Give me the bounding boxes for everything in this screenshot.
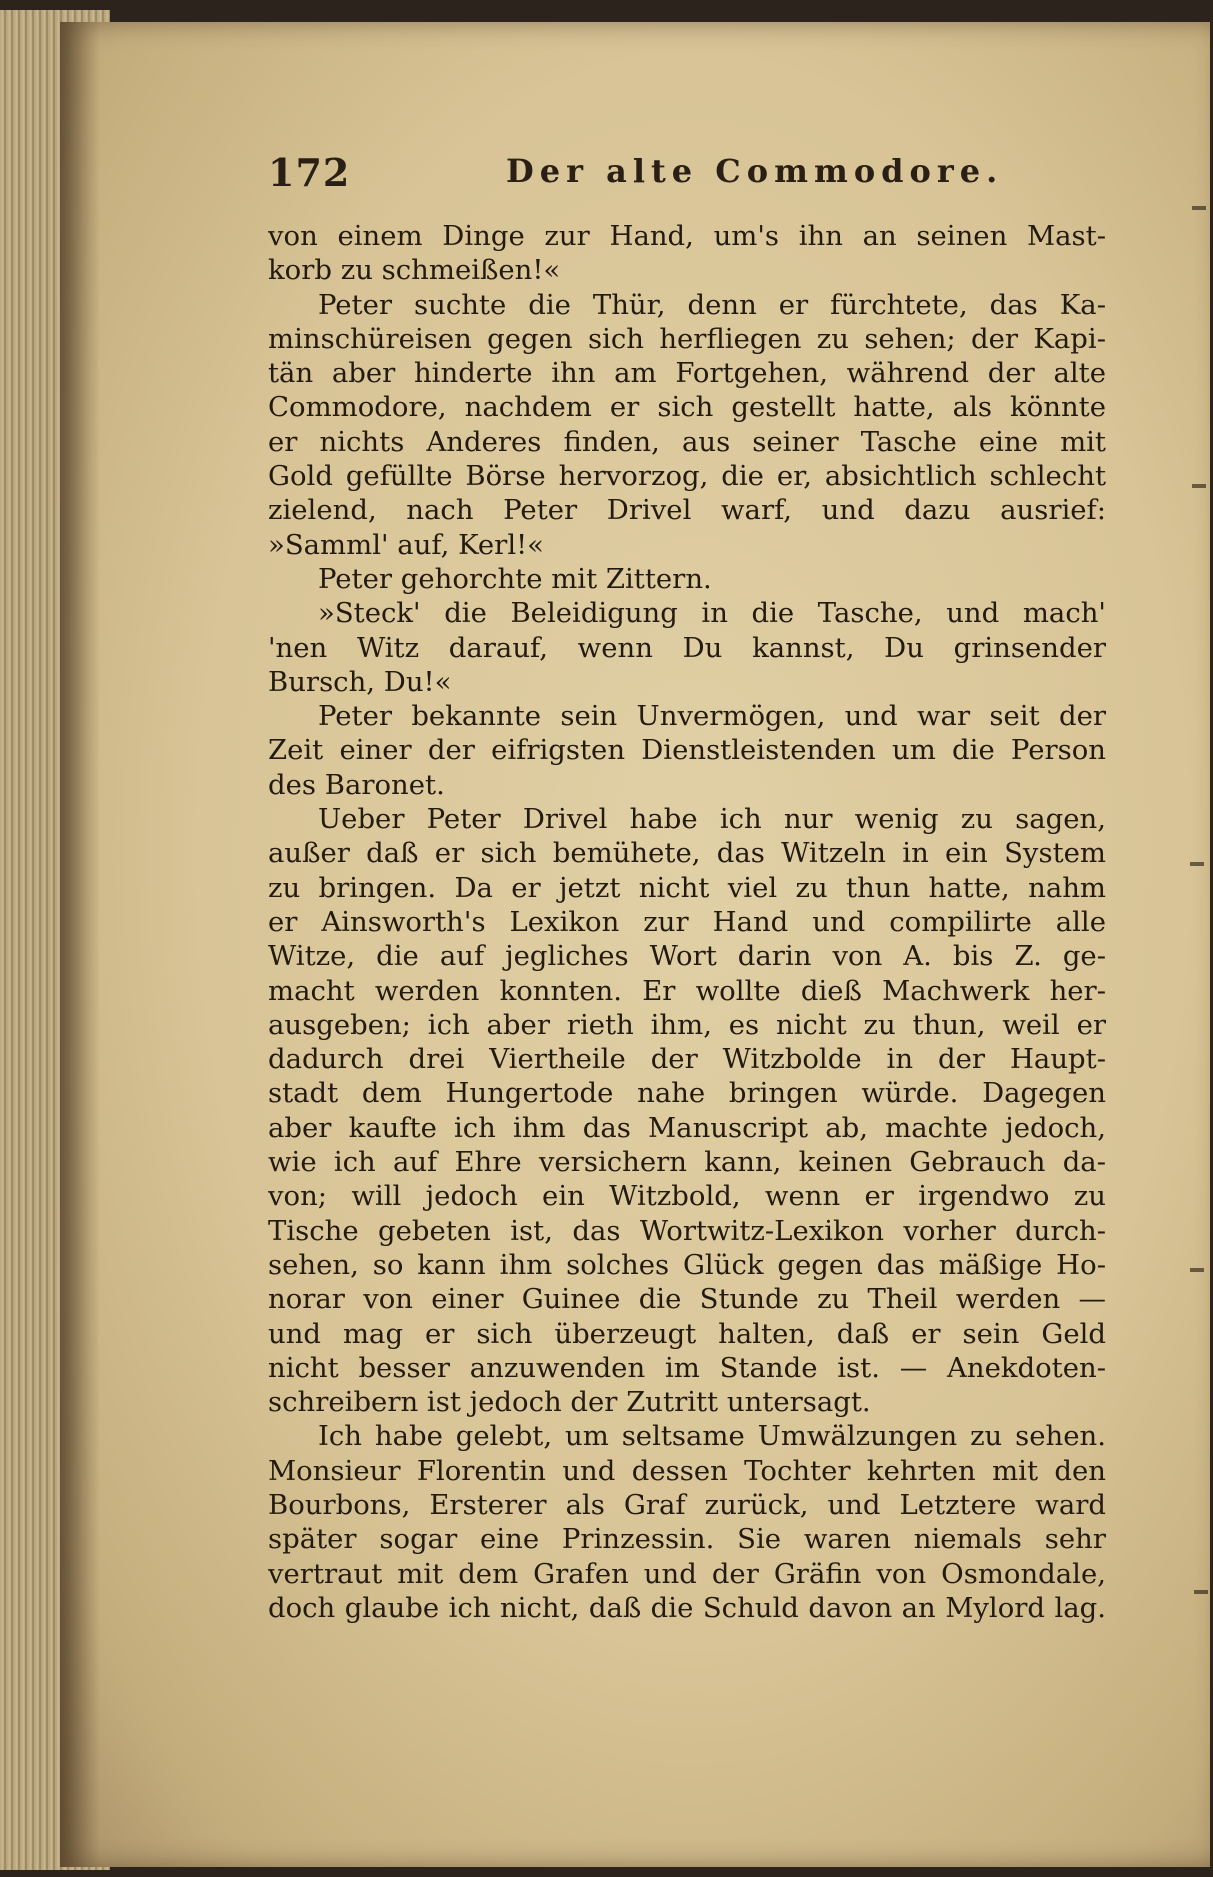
page-header [268,150,1118,210]
text-line: Gold gefüllte Börse hervorzog, die er, absichtlich schlecht [268,460,1106,493]
text-line: außer daß er sich bemühete, das Witzeln in ein System [268,837,1106,870]
text-line: Ueber Peter Drivel habe ich nur wenig zu sagen, [318,803,1106,836]
text-line: ausgeben; ich aber rieth ihm, es nicht zu thun, weil er [268,1008,1106,1041]
text-line: sehen, so kann ihm solches Glück gegen das mäßige Ho- [268,1248,1106,1281]
text-line: Ich habe gelebt, um seltsame Umwälzungen zu sehen. [318,1420,1106,1453]
text-line: macht werden konnten. Er wollte dieß Machwerk her- [268,974,1106,1007]
text-line: er nichts Anderes finden, aus seiner Tasche eine mit [268,425,1106,458]
text-line: stadt dem Hungertode nahe bringen würde. Dagegen [268,1077,1106,1110]
text-line: schreibern ist jedoch der Zutritt untersagt. [268,1386,871,1419]
text-line: Bourbons, Ersterer als Graf zurück, und Letztere ward [268,1488,1106,1521]
text-line: aber kaufte ich ihm das Manuscript ab, machte jedoch, [268,1111,1106,1144]
text-line: doch glaube ich nicht, daß die Schuld davon an Mylord lag. [268,1591,1106,1624]
text-line: von; will jedoch ein Witzbold, wenn er irgendwo zu [268,1180,1106,1213]
text-line: wie ich auf Ehre versichern kann, keinen Gebrauch da- [268,1146,1106,1179]
margin-mark [1192,484,1206,488]
text-line: nicht besser anzuwenden im Stande ist. — Anekdoten- [268,1351,1106,1384]
text-line: Tische gebeten ist, das Wortwitz-Lexikon vorher durch- [268,1214,1106,1247]
text-line: tän aber hinderte ihn am Fortgehen, während der alte [268,357,1106,390]
text-line: norar von einer Guinee die Stunde zu Theil werden — [268,1283,1106,1316]
body-text [268,219,1106,1625]
text-line: 'nen Witz darauf, wenn Du kannst, Du grinsender [268,631,1106,664]
text-line: minschüreisen gegen sich herfliegen zu sehen; der Kapi- [268,322,1106,355]
text-line: Monsieur Florentin und dessen Tochter kehrten mit den [268,1454,1106,1487]
text-line: des Baronet. [268,768,445,801]
text-line: vertraut mit dem Grafen und der Gräfin von Osmondale, [268,1557,1106,1590]
text-line: von einem Dinge zur Hand, um's ihn an seinen Mast- [268,220,1106,252]
page-number: 172 [268,150,351,195]
text-line: »Samml' auf, Kerl!« [268,528,544,561]
page-gutter-shadow [60,22,100,1867]
text-line: Peter bekannte sein Unvermögen, und war seit der [318,700,1106,733]
text-line: Bursch, Du!« [268,665,452,698]
text-line: Zeit einer der eifrigsten Dienstleistenden um die Person [268,734,1106,767]
margin-mark [1190,1268,1204,1272]
text-line: zu bringen. Da er jetzt nicht viel zu thun hatte, nahm [268,871,1106,904]
margin-mark [1190,862,1204,866]
running-title: Der alte Commodore. [506,152,1004,190]
text-line: und mag er sich überzeugt halten, daß er sein Geld [268,1317,1106,1350]
text-line: korb zu schmeißen!« [268,254,561,287]
margin-mark [1194,1590,1208,1594]
text-line: Peter gehorchte mit Zittern. [318,562,712,595]
text-line: Witze, die auf jegliches Wort darin von A. bis Z. ge- [268,940,1106,973]
text-line: zielend, nach Peter Drivel warf, und dazu ausrief: [268,494,1106,527]
text-line: er Ainsworth's Lexikon zur Hand und compilirte alle [268,905,1106,938]
margin-mark [1192,206,1206,210]
text-line: dadurch drei Viertheile der Witzbolde in der Haupt- [268,1043,1106,1076]
text-line: Peter suchte die Thür, denn er fürchtete, das Ka- [318,288,1106,321]
text-line: später sogar eine Prinzessin. Sie waren niemals sehr [268,1523,1106,1556]
text-line: »Steck' die Beleidigung in die Tasche, und mach' [318,597,1106,630]
text-line: Commodore, nachdem er sich gestellt hatte, als könnte [268,391,1106,424]
